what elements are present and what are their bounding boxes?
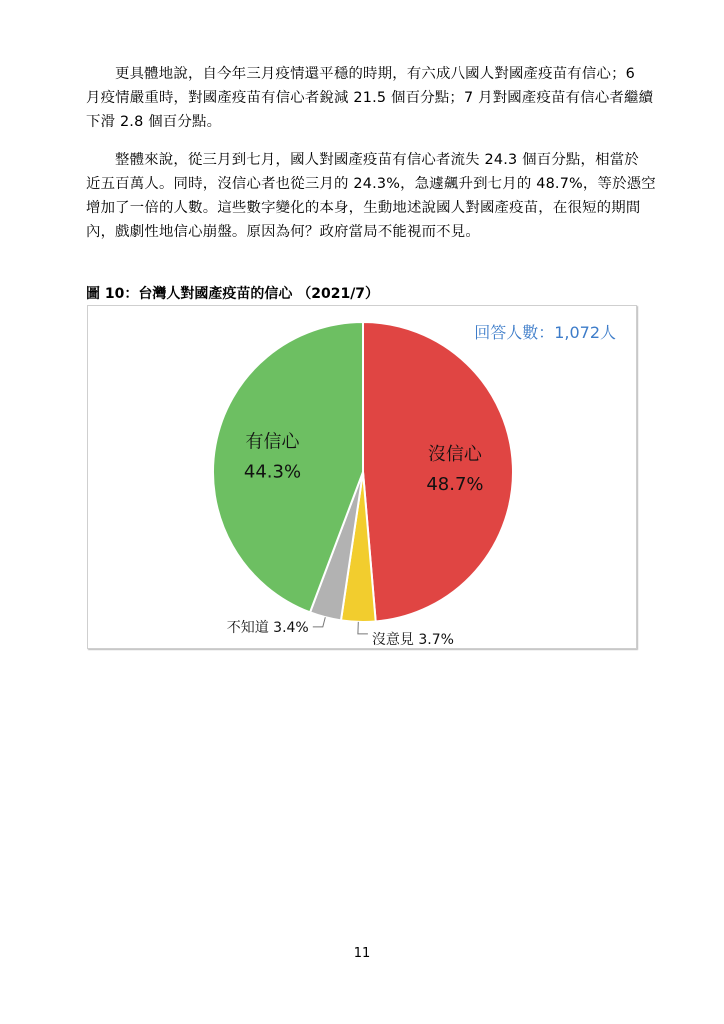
- label-confidence-name: 有信心: [245, 431, 300, 453]
- paragraph-1: [86, 62, 654, 134]
- paragraph-line: 增加了一倍的人數。這些數字變化的本身，生動地述說國人對國產疫苗，在很短的期間: [86, 200, 641, 216]
- label-dont-know: 不知道 3.4%: [226, 619, 309, 636]
- label-no-opinion: 沒意見 3.7%: [371, 631, 454, 648]
- paragraph-2: [86, 148, 656, 244]
- pie-chart: [88, 306, 636, 648]
- leader-line-no-opinion: [358, 622, 368, 634]
- slice-no-confidence: [363, 322, 513, 621]
- label-no-confidence-name: 沒信心: [427, 444, 482, 466]
- paragraph-line: 內，戲劇性地信心崩盤。原因為何？政府當局不能視而不見。: [86, 224, 480, 240]
- paragraph-line: 月疫情嚴重時，對國產疫苗有信心者銳減 21.5 個百分點；7 月對國產疫苗有信心者繼續: [86, 90, 654, 106]
- paragraph-line: 整體來說，從三月到七月，國人對國產疫苗有信心者流失 24.3 個百分點，相當於: [115, 152, 639, 168]
- paragraph-line: 下滑 2.8 個百分點。: [86, 114, 222, 130]
- figure-caption: 圖 10：台灣人對國產疫苗的信心 （2021/7）: [86, 286, 380, 302]
- page-number: 11: [353, 946, 371, 961]
- label-confidence-value: 44.3%: [243, 461, 302, 483]
- paragraph-line: 更具體地說，自今年三月疫情還平穩的時期，有六成八國人對國產疫苗有信心；6: [115, 66, 636, 82]
- leader-line-dont-know: [313, 617, 326, 627]
- paragraph-line: 近五百萬人。同時，沒信心者也從三月的 24.3%，急遽飆升到七月的 48.7%，等於憑空: [86, 176, 656, 192]
- pie-chart-frame: [87, 305, 637, 649]
- label-no-confidence-value: 48.7%: [426, 474, 484, 496]
- respondent-count-annotation: 回答人數：1,072人: [474, 323, 616, 342]
